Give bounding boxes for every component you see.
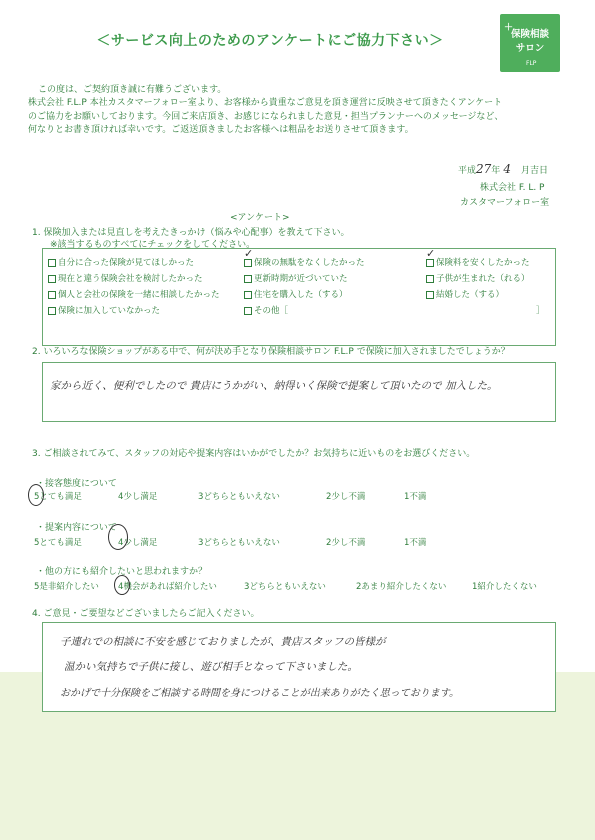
q3-sub-attitude: ・接客態度について — [36, 479, 117, 489]
checkbox-icon[interactable] — [48, 275, 56, 283]
refer-4[interactable]: 4機会があれば紹介したい — [118, 582, 217, 592]
comment-line: 温かい気持ちで子供に接し、遊び相手となって下さいました。 — [64, 661, 358, 673]
rating-5[interactable]: 5とても満足 — [34, 492, 82, 502]
intro-line: 株式会社 F.L.P 本社カスタマーフォロー室より、お客様から貴重なご意見を頂き運営に反映させて頂きたくアンケート — [28, 98, 503, 109]
refer-5[interactable]: 5是非紹介したい — [34, 582, 99, 592]
q4-text: 4. ご意見・ご要望などございましたらご記入ください。 — [32, 609, 260, 619]
salon-logo — [500, 14, 560, 72]
comment-line: おかげで十分保険をご相談する時間を身につけることが出来ありがたく思っております。 — [60, 688, 459, 699]
q2-text: 2. いろいろな保険ショップがある中で、何が決め手となり保険相談サロン F.L.P で保険に加入されましたでしょうか？ — [32, 347, 510, 357]
intro-line: この度は、ご契約頂き誠に有難うございます。 — [38, 85, 227, 95]
logo-tag: FLP — [526, 60, 537, 67]
option-premium[interactable]: 保険料を安くしたかった — [426, 256, 530, 268]
checkbox-icon[interactable] — [48, 291, 56, 299]
company-name: 株式会社 F. L. P — [480, 183, 545, 193]
option-house[interactable]: 住宅を購入した（する） — [244, 288, 348, 300]
page-title: ＜サービス向上のためのアンケートにご協力下さい＞ — [96, 33, 444, 49]
option-child[interactable]: 子供が生まれた（れる） — [426, 272, 530, 284]
q3-sub-proposal: ・提案内容について — [36, 523, 117, 533]
rating-1[interactable]: 1不満 — [404, 538, 427, 548]
selection-circle — [114, 575, 130, 595]
selection-circle — [28, 484, 44, 506]
rating-2[interactable]: 2少し不満 — [326, 538, 366, 548]
checkbox-icon[interactable] — [426, 291, 434, 299]
checkbox-icon[interactable] — [426, 275, 434, 283]
rating-3[interactable]: 3どちらともいえない — [198, 492, 280, 502]
rating-5[interactable]: 5とても満足 — [34, 538, 82, 548]
option-other-company[interactable]: 現在と違う保険会社を検討したかった — [48, 272, 203, 284]
selection-circle — [108, 524, 128, 550]
intro-line: 何なりとお書き頂ければ幸いです。ご返送頂きましたお客様へは粗品をお送りさせて頂きます。 — [28, 125, 414, 136]
option-other-close: ］ — [536, 306, 545, 316]
q1-text: 1. 保険加入または見直しを考えたきっかけ（悩みや心配事）を教えて下さい。 — [32, 228, 350, 238]
logo-line-2: サロン — [515, 43, 545, 54]
option-renewal[interactable]: 更新時期が近づいていた — [244, 272, 348, 284]
q3-sub-refer: ・他の方にも紹介したいと思われますか？ — [36, 567, 208, 577]
refer-1[interactable]: 1紹介したくない — [472, 582, 537, 592]
checkbox-icon[interactable] — [244, 291, 252, 299]
refer-2[interactable]: 2あまり紹介したくない — [356, 582, 447, 592]
rating-4[interactable]: 4少し満足 — [118, 492, 158, 502]
checkbox-icon[interactable] — [244, 307, 252, 315]
rating-3[interactable]: 3どちらともいえない — [198, 538, 280, 548]
refer-3[interactable]: 3どちらともいえない — [244, 582, 326, 592]
logo-line-1: 保険相談 — [510, 29, 549, 40]
rating-2[interactable]: 2少し不満 — [326, 492, 366, 502]
comment-line: 子連れでの相談に不安を感じておりましたが、貴店スタッフの皆様が — [60, 636, 386, 648]
plus-icon: ＋ — [504, 23, 514, 33]
department-name: カスタマーフォロー室 — [460, 198, 550, 208]
checkmark-icon: ✓ — [244, 247, 254, 260]
survey-heading: <アンケート> — [230, 213, 290, 223]
date: 平成27年 4 月吉日 — [458, 162, 548, 176]
checkbox-icon[interactable] — [48, 259, 56, 267]
q3-text: 3. ご相談されてみて、スタッフの対応や提案内容はいかがでしたか？お気持ちに近いものをお選びください。 — [32, 449, 476, 459]
rating-1[interactable]: 1不満 — [404, 492, 427, 502]
intro-text — [28, 84, 568, 138]
q2-answer: 家から近く、便利でしたので 貴店にうかがい、納得いく保険で提案して頂いたので 加入した。 — [50, 380, 498, 392]
date-year: 27 — [476, 162, 492, 176]
option-other[interactable]: その他［ — [244, 304, 288, 316]
checkbox-icon[interactable] — [48, 307, 56, 315]
option-no-insurance[interactable]: 保険に加入していなかった — [48, 304, 160, 316]
option-personal-company[interactable]: 個人と会社の保険を一緒に相談したかった — [48, 288, 220, 300]
option-marriage[interactable]: 結婚した（する） — [426, 288, 504, 300]
checkmark-icon: ✓ — [426, 247, 436, 260]
date-month: 4 — [503, 162, 511, 176]
rating-4[interactable]: 4少し満足 — [118, 538, 158, 548]
option-waste[interactable]: 保険の無駄をなくしたかった — [244, 256, 365, 268]
intro-line: のご協力をお願いしております。今回ご来店頂き、お感じになられました意見・担当プランナーへのメッセージなど、 — [28, 111, 504, 122]
checkbox-icon[interactable] — [244, 275, 252, 283]
option-fit[interactable]: 自分に合った保険が見てほしかった — [48, 256, 194, 268]
q1-note: ※該当するものすべてにチェックをしてください。 — [50, 240, 256, 250]
